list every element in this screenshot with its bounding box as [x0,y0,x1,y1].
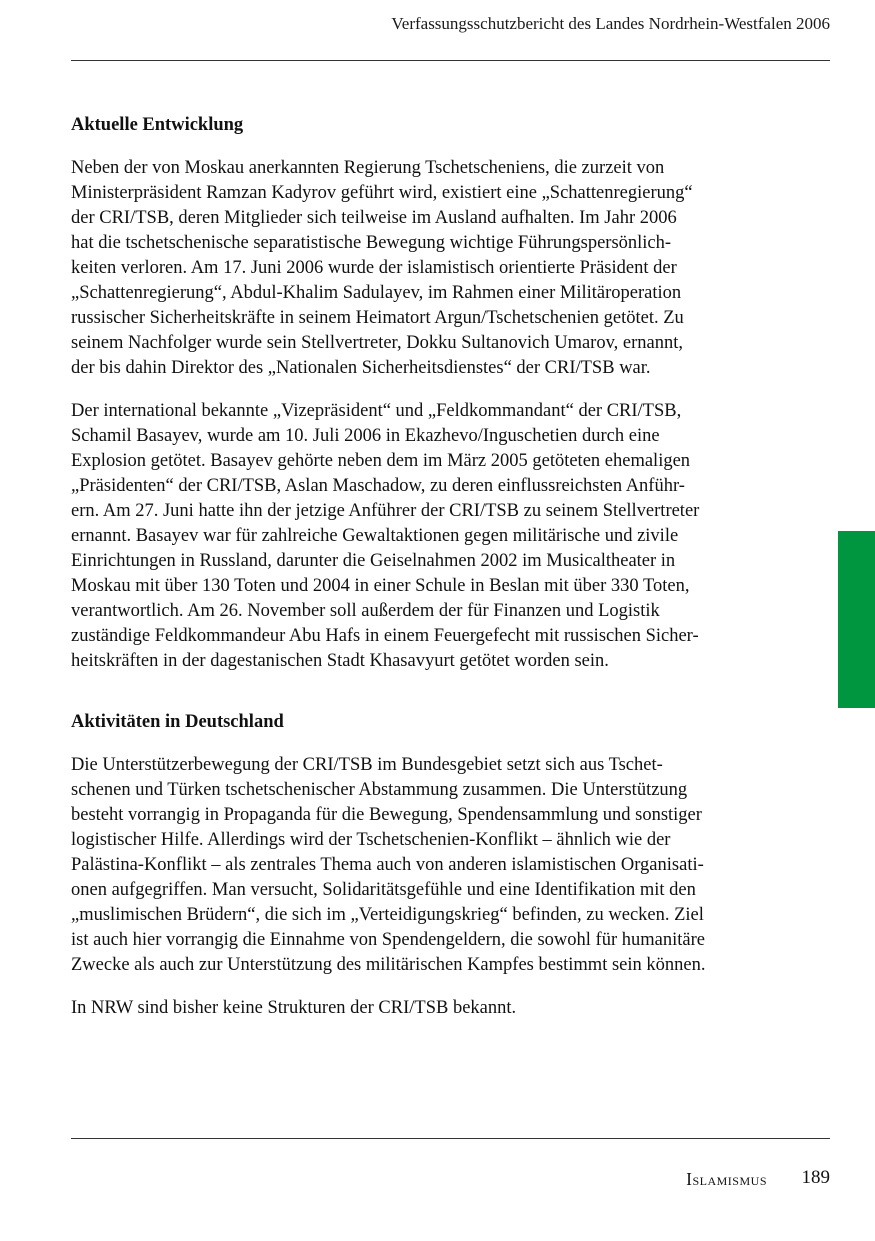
text-line: seinem Nachfolger wurde sein Stellvertreter, Dokku Sultanovich Umarov, ernannt, [71,333,683,353]
text-line: besteht vorrangig in Propaganda für die Bewegung, Spendensammlung und sonstiger [71,805,702,825]
text-line: „muslimischen Brüdern“, die sich im „Verteidigungskrieg“ befinden, zu wecken. Ziel [71,905,704,925]
chapter-side-tab [838,531,875,708]
text-line: „Präsidenten“ der CRI/TSB, Aslan Maschadow, zu deren einflussreichsten Anführ- [71,476,685,496]
footer-section-label: Islamismus [686,1169,767,1189]
text-line: Schamil Basayev, wurde am 10. Juli 2006 in Ekazhevo/Inguschetien durch eine [71,426,660,446]
text-line: Neben der von Moskau anerkannten Regierung Tschetscheniens, die zurzeit von [71,158,665,178]
text-line: ern. Am 27. Juni hatte ihn der jetzige Anführer der CRI/TSB zu seinem Stellvertreter [71,501,700,521]
text-line: Die Unterstützerbewegung der CRI/TSB im Bundesgebiet setzt sich aus Tschet- [71,755,663,775]
paragraph [71,753,786,978]
paragraph [71,156,786,381]
text-line: ist auch hier vorrangig die Einnahme von Spendengeldern, die sowohl für humanitäre [71,930,705,950]
text-line: „Schattenregierung“, Abdul-Khalim Sadulayev, im Rahmen einer Militäroperation [71,283,682,303]
text-line: Ministerpräsident Ramzan Kadyrov geführt wird, existiert eine „Schattenregierung“ [71,183,693,203]
text-line: keiten verloren. Am 17. Juni 2006 wurde der islamistisch orientierte Präsident der [71,258,677,278]
paragraph [71,399,786,674]
text-line: verantwortlich. Am 26. November soll außerdem der für Finanzen und Logistik [71,601,660,621]
text-line: onen aufgegriffen. Man versucht, Solidaritätsgefühle und eine Identifikation mit den [71,880,696,900]
text-line: Explosion getötet. Basayev gehörte neben dem im März 2005 getöteten ehemaligen [71,451,691,471]
text-line: schenen und Türken tschetschenischer Abstammung zusammen. Die Unterstützung [71,780,688,800]
text-line: Palästina-Konflikt – als zentrales Thema auch von anderen islamistischen Organisati- [71,855,704,875]
text-line: Zwecke als auch zur Unterstützung des militärischen Kampfes bestimmt sein können. [71,955,706,975]
text-line: der bis dahin Direktor des „Nationalen Sicherheitsdienstes“ der CRI/TSB war. [71,358,651,378]
text-line: In NRW sind bisher keine Strukturen der CRI/TSB bekannt. [71,998,517,1018]
footer-rule [71,1138,830,1139]
paragraph [71,996,786,1021]
text-line: zuständige Feldkommandeur Abu Hafs in einem Feuergefecht mit russischen Sicher- [71,626,699,646]
heading-aktivitaeten-in-deutschland: Aktivitäten in Deutschland [71,712,284,732]
page-number: 189 [801,1167,830,1188]
text-line: heitskräften in der dagestanischen Stadt Khasavyurt getötet worden sein. [71,651,609,671]
text-line: Der international bekannte „Vizepräsident“ und „Feldkommandant“ der CRI/TSB, [71,401,682,421]
text-line: logistischer Hilfe. Allerdings wird der Tschetschenien-Konflikt – ähnlich wie der [71,830,671,850]
text-line: Moskau mit über 130 Toten und 2004 in einer Schule in Beslan mit über 330 Toten, [71,576,690,596]
running-header: Verfassungsschutzbericht des Landes Nordrhein-Westfalen 2006 [391,14,830,33]
text-line: russischer Sicherheitskräfte in seinem Heimatort Argun/Tschetschenien getötet. Zu [71,308,684,328]
text-line: der CRI/TSB, deren Mitglieder sich teilweise im Ausland aufhalten. Im Jahr 2006 [71,208,677,228]
page-body [71,113,786,1039]
text-line: hat die tschetschenische separatistische Bewegung wichtige Führungspersönlich- [71,233,672,253]
header-rule [71,60,830,61]
text-line: ernannt. Basayev war für zahlreiche Gewaltaktionen gegen militärische und zivile [71,526,679,546]
text-line: Einrichtungen in Russland, darunter die Geiselnahmen 2002 im Musicaltheater in [71,551,676,571]
heading-aktuelle-entwicklung: Aktuelle Entwicklung [71,115,244,135]
